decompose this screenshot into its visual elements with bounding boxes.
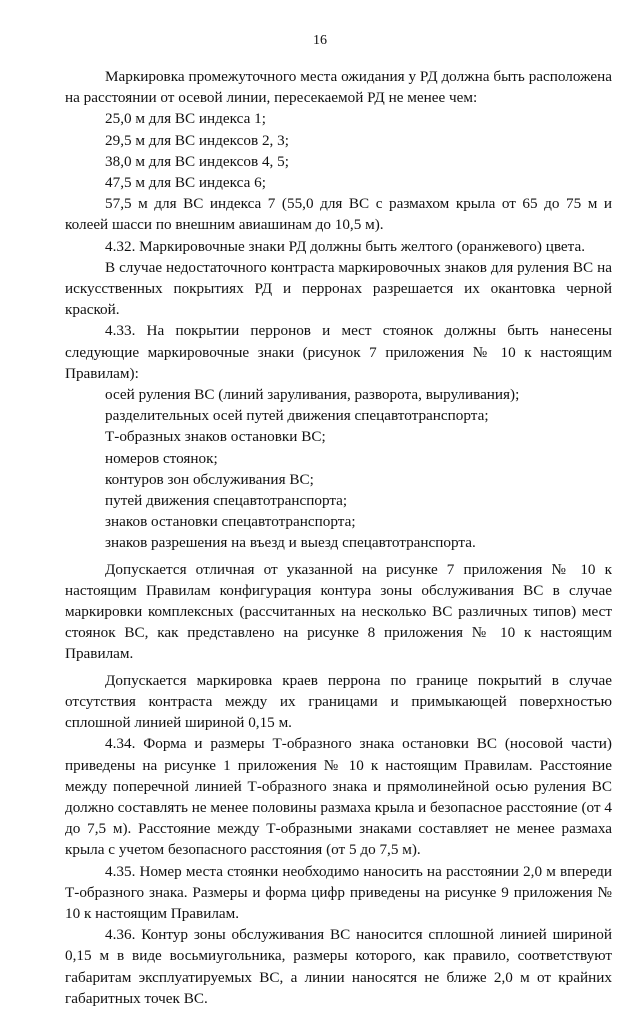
- paragraph: Допускается маркировка краев перрона по границе покрытий в случае отсутствия контраста между их границами и примыкающей поверхностью сплошной линией шириной 0,15 м.: [65, 671, 612, 732]
- list-item: знаков разрешения на въезд и выезд спецавтотранспорта.: [105, 534, 476, 552]
- list-item: знаков остановки спецавтотранспорта;: [105, 513, 356, 531]
- paragraph: В случае недостаточного контраста маркировочных знаков для руления ВС на искусственных покрытиях РД и перронах разрешается их окантовка черной краской.: [65, 258, 612, 319]
- list-item: 29,5 м для ВС индексов 2, 3;: [105, 131, 289, 149]
- paragraph: Маркировка промежуточного места ожидания у РД должна быть расположена на расстоянии от осевой линии, пересекаемой РД не менее чем:: [65, 68, 612, 107]
- paragraph: 4.32. Маркировочные знаки РД должны быть желтого (оранжевого) цвета.: [105, 237, 586, 255]
- list-item: 47,5 м для ВС индекса 6;: [105, 174, 266, 192]
- paragraph: 4.33. На покрытии перронов и мест стоянок должны быть нанесены следующие маркировочные знаки (рисунок 7 приложения № 10 к настоящим Правилам):: [65, 322, 612, 382]
- paragraph: 57,5 м для ВС индекса 7 (55,0 для ВС с размахом крыла от 65 до 75 м и колеей шасси по внешним авиашинам до 10,5 м).: [65, 195, 612, 234]
- paragraph: Допускается отличная от указанной на рисунке 7 приложения № 10 к настоящим Правилам конфигурация контура зоны обслуживания ВС в случае маркировки комплексных (рассчитанных на несколько ВС различных типов) мест стоянок ВС, как представлено на рисунке 8 приложения № 10 к настоящим Правилам.: [65, 560, 612, 663]
- list-item: 25,0 м для ВС индекса 1;: [105, 110, 266, 128]
- list-item: разделительных осей путей движения спецавтотранспорта;: [105, 407, 489, 425]
- list-item: Т-образных знаков остановки ВС;: [105, 428, 326, 446]
- list-item: 38,0 м для ВС индексов 4, 5;: [105, 152, 289, 170]
- list-item: номеров стоянок;: [105, 449, 218, 467]
- page-number: 16: [313, 33, 327, 48]
- list-item: осей руления ВС (линий заруливания, разворота, выруливания);: [105, 386, 520, 404]
- list-item: путей движения спецавтотранспорта;: [105, 492, 348, 510]
- list-item: контуров зон обслуживания ВС;: [105, 470, 314, 488]
- paragraph: 4.35. Номер места стоянки необходимо наносить на расстоянии 2,0 м впереди Т-образного знака. Размеры и форма цифр приведены на рисунке 9 приложения № 10 к настоящим Правилам.: [65, 862, 612, 922]
- paragraph: 4.34. Форма и размеры Т-образного знака остановки ВС (носовой части) приведены на рисунке 1 приложения № 10 к настоящим Правилам. Расстояние между поперечной линией Т-образного знака и прямолинейной осью руления ВС должно составлять не менее половины размаха крыла и безопасное расстояние (от 4 до 7,5 м). Расстояние между Т-образными знаками составляет не менее размаха крыла с учетом безопасного расстояния (от 5 до 7,5 м).: [65, 735, 612, 859]
- paragraph: 4.36. Контур зоны обслуживания ВС наносится сплошной линией шириной 0,15 м в виде восьмиугольника, размеры которого, как правило, соответствуют габаритам эксплуатируемых ВС, а линии наносятся не ближе 2,0 м от крайних габаритных точек ВС.: [65, 926, 612, 1007]
- document-body: [65, 66, 612, 1009]
